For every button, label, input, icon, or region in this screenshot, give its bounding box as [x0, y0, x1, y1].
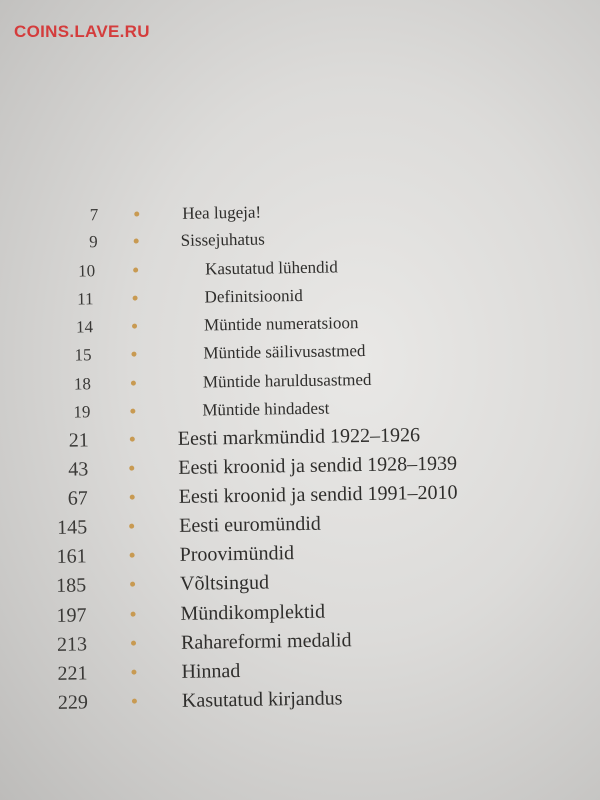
bullet-icon [130, 553, 135, 558]
toc-title: Kasutatud kirjandus [181, 687, 343, 712]
bullet-icon [130, 409, 135, 414]
bullet-icon [133, 296, 138, 301]
toc-page-number: 43 [68, 458, 89, 481]
toc-title: Müntide numeratsioon [203, 313, 359, 335]
watermark: COINS.LAVE.RU [14, 22, 150, 41]
toc-title: Definitsioonid [204, 285, 303, 307]
toc-title: Võltsingud [179, 571, 270, 595]
bullet-icon [130, 582, 135, 587]
bullet-icon [133, 268, 138, 273]
toc-title: Proovimündid [179, 542, 295, 566]
toc-page-number: 229 [57, 691, 89, 714]
toc-title: Eesti kroonid ja sendid 1991–2010 [178, 481, 458, 508]
toc-title: Hea lugeja! [182, 202, 262, 223]
toc-title: Mündikomplektid [180, 600, 326, 625]
toc-page-number: 19 [73, 402, 91, 422]
toc-title: Hinnad [181, 659, 241, 683]
toc-page-number: 15 [74, 345, 92, 365]
toc-page-number: 14 [75, 317, 94, 337]
toc-entry [4, 681, 600, 716]
toc-title: Sissejuhatus [180, 229, 265, 250]
bullet-icon [131, 670, 136, 675]
bullet-icon [132, 324, 137, 329]
bullet-icon [132, 699, 137, 704]
bullet-icon [131, 352, 136, 357]
toc-title: Eesti euromündid [179, 512, 321, 537]
bullet-icon [129, 524, 134, 529]
bullet-icon [134, 239, 139, 244]
toc-page-number: 9 [89, 232, 98, 252]
bullet-icon [131, 612, 136, 617]
toc-page-number: 10 [78, 261, 96, 281]
toc-title: Müntide hindadest [202, 398, 330, 420]
toc-title: Eesti kroonid ja sendid 1928–1939 [178, 452, 458, 479]
toc-page-number: 185 [55, 574, 87, 597]
toc-title: Rahareformi medalid [180, 629, 352, 654]
bullet-icon [131, 641, 136, 646]
toc-title: Müntide haruldusastmed [202, 369, 372, 392]
toc-page-number: 145 [57, 516, 88, 539]
bullet-icon [134, 211, 139, 216]
toc-entry [2, 564, 600, 599]
toc-page-number: 21 [68, 429, 89, 452]
toc-page-number: 67 [67, 487, 88, 510]
toc-title: Kasutatud lühendid [204, 257, 338, 279]
toc-title: Müntide säilivusastmed [203, 340, 366, 363]
toc-page-number: 18 [73, 374, 92, 394]
bullet-icon [130, 437, 135, 442]
toc-page-number: 7 [89, 205, 99, 225]
toc-page-number: 197 [56, 604, 87, 627]
bullet-icon [130, 495, 135, 500]
toc-page-number: 221 [57, 662, 88, 685]
toc-page-number: 213 [56, 633, 88, 656]
toc-title: Eesti markmündid 1922–1926 [177, 424, 421, 450]
bullet-icon [129, 466, 134, 471]
toc-page-number: 11 [77, 289, 94, 309]
bullet-icon [131, 381, 136, 386]
toc-page-number: 161 [56, 545, 87, 568]
